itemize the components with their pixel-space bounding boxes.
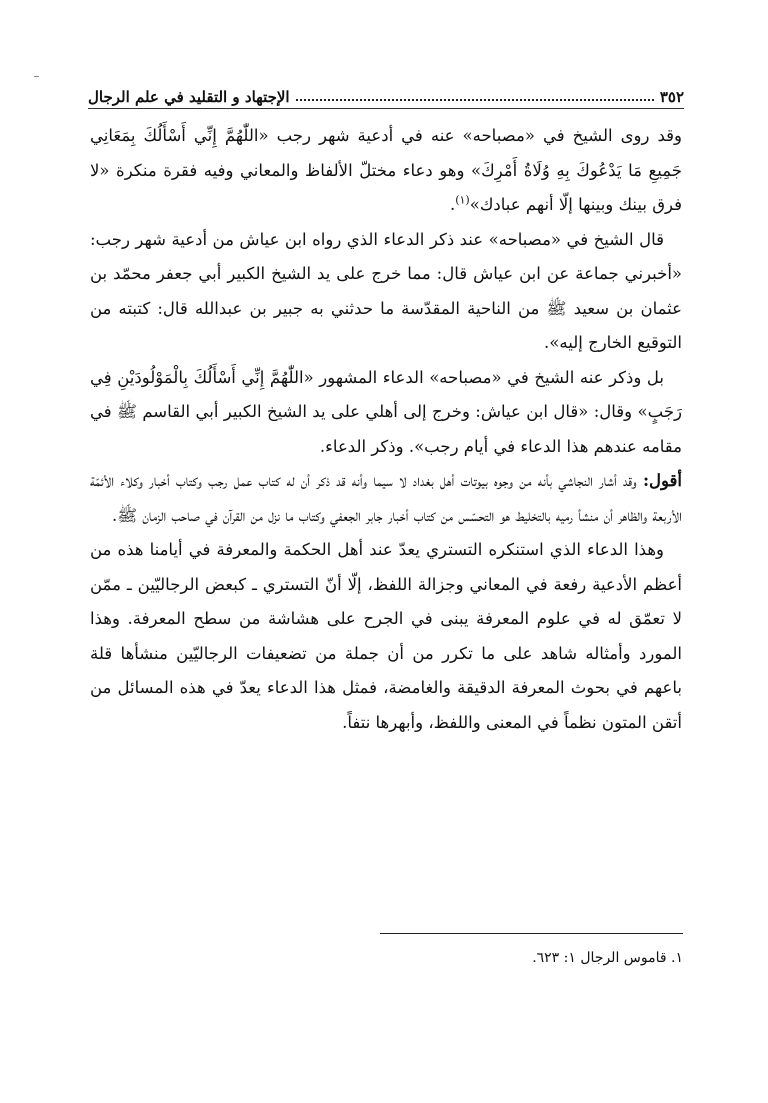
main-text bbox=[90, 119, 682, 740]
aqulu-label: أقول: bbox=[642, 471, 683, 490]
header-leader-dots bbox=[296, 99, 654, 101]
paragraph-3: بل وذكر عنه الشيخ في «مصباحه» الدعاء المشهور «اللّٰهُمَّ إِنِّي أَسْأَلُكَ بِالْمَوْلُودَيْنِ فِي رَجَبٍ» وقال: «قال ابن عياش: وخرج إلى أهلي على يد الشيخ الكبير أبي القاسم ﷺ في مقامه عندهم هذا الدعاء في أيام رجب». وذكر الدعاء. bbox=[90, 367, 682, 456]
paragraph-1: وقد روى الشيخ في «مصباحه» عنه في أدعية شهر رجب «اللّٰهُمَّ إِنِّي أَسْأَلُكَ بِمَعَانِي جَمِيعِ مَا يَدْعُوكَ بِهِ وُلَاةُ أَمْرِكَ» وهو دعاء مختلّ الألفاظ والمعاني وفيه فقرة منكرة «لا فرق بينك وبينها إلّا أنهم عبادك»$^{(١)}$. bbox=[90, 126, 682, 214]
paragraph-4-text: وقد أشار النجاشي بأنه من وجوه بيوتات أهل بغداد لا سيما وأنه قد ذكر أن له كتاب عمل رجب وكتاب أخبار وكلاء الأئمّة الأربعة والظاهر أن منشأ رميه بالتخليط هو التحسّس من كتاب أخبار جابر الجعفي وكتاب ما نزل من القرآن في صاحب الزمان ﷺ. bbox=[90, 471, 682, 525]
footnote-ref: (١) bbox=[455, 193, 470, 207]
footnote: ١. قاموس الرجال ١: ٦٢٣. bbox=[532, 950, 683, 966]
header-rule bbox=[88, 108, 684, 109]
page-number: ٣٥٢ bbox=[659, 88, 684, 106]
footnote-rule bbox=[380, 933, 683, 934]
paragraph-5: وهذا الدعاء الذي استنكره التستري يعدّ عند أهل الحكمة والمعرفة في أيامنا هذه من أعظم الأدعية رفعة في المعاني وجزالة اللفظ، إلّا أنّ التستري ـ كبعض الرجاليّين ـ ممّن لا تعمّق له في علوم المعرفة يبنى في الجرح على هشاشة من سطح المعرفة. وهذا المورد وأمثاله شاهد على ما تكرر من أن جملة من تضعيفات الرجاليّين منشأها قلة باعهم في بحوث المعرفة الدقيقة والغامضة، فمثل هذا الدعاء يعدّ في هذه المسائل من أتقن المتون نظماً في المعنى واللفظ، وأبهرها نتفاً. bbox=[90, 540, 682, 732]
running-title: الإجتهاد و التقليد في علم الرجال bbox=[88, 88, 290, 106]
running-header bbox=[88, 76, 684, 106]
corner-mark bbox=[34, 76, 39, 77]
paragraph-1-text: وقد روى الشيخ في «مصباحه» عنه في أدعية شهر رجب «اللّٰهُمَّ إِنِّي أَسْأَلُكَ بِمَعَانِي جَمِيعِ مَا يَدْعُوكَ بِهِ وُلَاةُ أَمْرِكَ» وهو دعاء مختلّ الألفاظ والمعاني وفيه فقرة منكرة «لا فرق بينك وبينها إلّا أنهم عبادك» bbox=[90, 126, 682, 214]
paragraph-2: قال الشيخ في «مصباحه» عند ذكر الدعاء الذي رواه ابن عياش من أدعية شهر رجب: «أخبرني جماعة عن ابن عياش قال: مما خرج على يد الشيخ الكبير أبي جعفر محمّد بن عثمان بن سعيد ﷺ من الناحية المقدّسة ما حدثني به جبير بن عبدالله قال: كتبته من التوقيع الخارج إليه». bbox=[90, 229, 682, 352]
paragraph-4 bbox=[90, 464, 682, 533]
